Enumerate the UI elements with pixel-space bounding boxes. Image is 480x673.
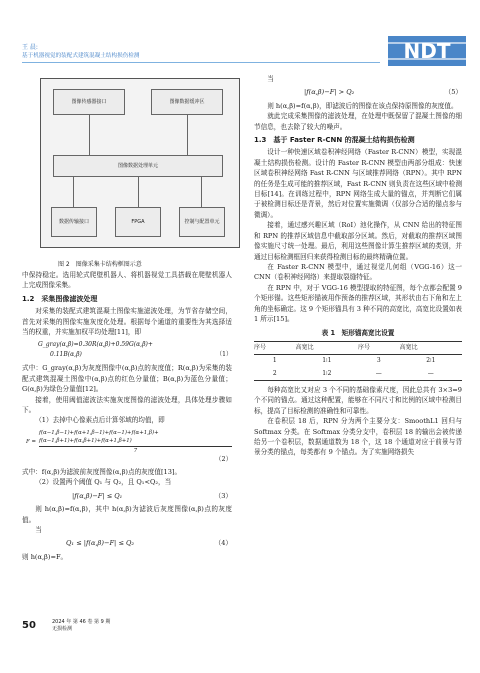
diagram-connector [89, 115, 90, 155]
diagram-box-buffer: 图像数据缓冲区 [151, 89, 223, 115]
table-header-cell: 序号 [358, 341, 400, 354]
equation-5 [254, 87, 462, 97]
table-header-cell: 序号 [254, 341, 296, 354]
paragraph: 式中：f(α,β)为滤波前灰度图像(α,β)点的灰度值[13]。 [22, 467, 182, 476]
diagram-box-transfer: 数据传输接口 [51, 207, 97, 237]
paragraph: 则 h(α,β)=f(α,β)，即滤波后的图像在该点保持原图像的灰度值。 [267, 101, 458, 110]
table-cell: 2∶1 [426, 357, 436, 365]
paragraph: （1）去掉中心像素点后计算邻域的均值，即 [35, 416, 165, 425]
paragraph: （2）设置两个阈值 Q₁ 与 Q₂，且 Q₁<Q₂，当 [35, 478, 172, 487]
running-head-author: 王 晨: [22, 44, 38, 51]
running-head-title: 基于机器视觉的装配式建筑混凝土结构损伤检测 [22, 53, 140, 59]
diagram-connector [201, 177, 202, 207]
paragraph: 接着，通过感兴趣区域（RoI）池化操作，从 CNN 给出的特征图和 RPN 的推荐区域信息中截取部分区域。然后，对截取的推荐区域图像实施尺寸统一处理。最后，利用这些图像计算生推荐区域的类别，并通过目标检测框回归来获得检测目标的最终精确位置。 [254, 221, 462, 261]
equation-1-line-1: G_gray(α,β)=0.30R(α,β)+0.59G(α,β)+ [38, 341, 153, 349]
table-cell: 1∶1 [322, 357, 332, 365]
equation-2-numerator-2: f(α−1,β+1)+f(α,β+1)+f(α+1,β+1) [39, 437, 232, 447]
paragraph: 中保持稳定。选用轮式爬壁机器人、将机器视觉工具搭载在爬壁机器人上完成图像采集。 [22, 271, 232, 290]
equation-5-body: |f(α,β)−F| > Q₂ [304, 88, 355, 97]
diagram-box-processing-core: 图像数据处理单元 [53, 155, 223, 177]
equation-2-denominator: 7 [133, 447, 138, 454]
diagram-connector [187, 115, 188, 155]
figure-caption: 图 2 图像采集卡结构框图示意 [58, 261, 142, 268]
table-row [254, 368, 462, 381]
diagram-box-fpga: FPGA [115, 207, 161, 237]
table-caption: 表 1 矩形锚高宽比设置 [321, 329, 395, 338]
table-cell: — [400, 368, 462, 381]
equation-number: （1） [216, 351, 232, 359]
journal-issue: 2024 年 第 46 卷 第 9 期 [52, 619, 111, 625]
equation-4 [22, 538, 232, 548]
paragraph: 当 [267, 75, 274, 83]
table-cell: — [358, 368, 400, 381]
table-header-cell: 高宽比 [296, 341, 358, 354]
equation-2-numerator-1: f(α−1,β−1)+f(α+1,β−1)+f(α−1)+f(α+1,β)+ [38, 429, 159, 436]
journal-logo [388, 36, 466, 66]
paragraph: 在 RPN 中，对于 VGG-16 模型提取的特征图，每个点都会配置 9 个矩形锚。这些矩形锚被用作预备的推荐区域，其形状由右下角和左上角的坐标确定。这 9 个矩形锚具有 3 种不同的高宽比，高宽比设置如表 1 所示[15]。 [254, 283, 462, 323]
paragraph: 则 h(α,β)=F。 [22, 552, 68, 561]
equation-number: （5） [444, 88, 462, 97]
equation-3-body: |f(α,β)−F| ≤ Q₁ [72, 491, 123, 500]
table-row [254, 355, 462, 368]
section-heading-1-3: 1.3 基于 Faster R-CNN 的混凝土结构损伤检测 [254, 136, 415, 145]
paragraph: 在 Faster R-CNN 模型中，通过视觉几何组（VGG-16）这一 CNN（卷积神经网络）来提取裂缝特征。 [254, 262, 462, 282]
paragraph: 在卷积层 18 后，RPN 分为两个主要分支：SmoothL1 回归与 Softmax 分类。在 Softmax 分类分支中，卷积层 18 的输出会被传递给另一个卷积层，数据通道数为 18 个，这 18 个通道对应于前景与背景分类的锚点，每类都有 9 个锚点。为了实施网络损失 [254, 417, 462, 457]
diagram-connector [73, 177, 74, 207]
equation-4-body: Q₁ ≤ |f(α,β)−F| ≤ Q₂ [66, 539, 135, 548]
diagram-box-input-interface: 图像传感器接口 [53, 89, 125, 115]
diagram-connector [138, 177, 139, 207]
equation-number: （3） [214, 491, 232, 500]
table-cell: 1 [272, 357, 277, 365]
section-heading-1-2: 1.2 采集图像滤波处理 [22, 294, 98, 303]
paragraph: 设计一种快速区域卷积神经网络（Faster R-CNN）模型，实现混凝土结构损伤检测。设计的 Faster R-CNN 模型由两部分组成：快速区域卷积神经网络 Fast R-CNN 与区域推荐网络（RPN）。其中 RPN 的任务是生成可能的推荐区域，Fast R-CNN 则负责在这些区域中检测目标[14]。在训练过程中，RPN 网络生成大量的锚点，并判断它们属于被检测目标还是背景，然后对位置实施微调（仅部分合适的锚点参与微调）。 [254, 148, 462, 219]
paragraph: 则 h(α,β)=f(α,β)，其中 h(α,β)为滤波后灰度图像(α,β)点的灰度值。 [22, 505, 232, 524]
block-diagram [40, 78, 240, 248]
equation-number: （4） [214, 539, 232, 548]
page-number: 50 [22, 620, 36, 631]
equation-1-line-2: 0.11B(α,β) [50, 351, 82, 359]
diagram-box-control: 控制与配置单元 [179, 207, 225, 237]
paragraph: 对采集的装配式建筑混凝土图像实施滤波处理，为节省存储空间，首先对采集的图像实施灰度化处理。根据每个通道的重要性为其选择适当的权重，并实施加权平均处理[11]，即 [22, 307, 232, 337]
anchor-ratio-table [254, 341, 462, 381]
header-rule [22, 62, 380, 63]
right-column [254, 74, 462, 458]
table-header-cell: 高宽比 [400, 341, 462, 354]
journal-name: 无损检测 [52, 626, 73, 632]
paragraph: 当 [35, 525, 42, 534]
equation-number: （2） [215, 455, 232, 464]
paragraph: 就此完成采集图像的滤波处理，在处理中既保留了混凝土图像的细节信息，也去除了较大的噪声。 [254, 112, 462, 131]
table-cell: 2 [254, 368, 296, 381]
equation-2 [22, 429, 232, 464]
equation-3 [22, 491, 232, 501]
equation-2-lhs: F = [26, 438, 36, 445]
left-column [22, 270, 232, 562]
paragraph: 每种高宽比又对应 3 个不同的基础像素尺度，因此总共有 3×3=9 个不同的锚点。通过这种配置，能够在不同尺寸和比例的区域中检测目标，提高了目标检测的准确性和可靠性。 [254, 385, 462, 415]
paragraph: 式中：G_gray(α,β)为灰度图像中(α,β)点的灰度值；R(α,β)为采集的装配式建筑混凝土图像中(α,β)点的红色分量值；B(α,β)为蓝色分量值；G(α,β)为绿色分量值[12]。 [22, 364, 232, 394]
paragraph: 接着，使用阈值滤波法实施灰度图像的滤波处理，具体处理步骤如下。 [22, 395, 232, 415]
journal-info [52, 619, 110, 633]
table-header-row [254, 341, 462, 354]
table-cell: 3 [376, 357, 381, 365]
equation-1 [22, 340, 232, 360]
logo-text: NDT [403, 39, 451, 63]
table-cell: 1∶2 [296, 368, 358, 381]
